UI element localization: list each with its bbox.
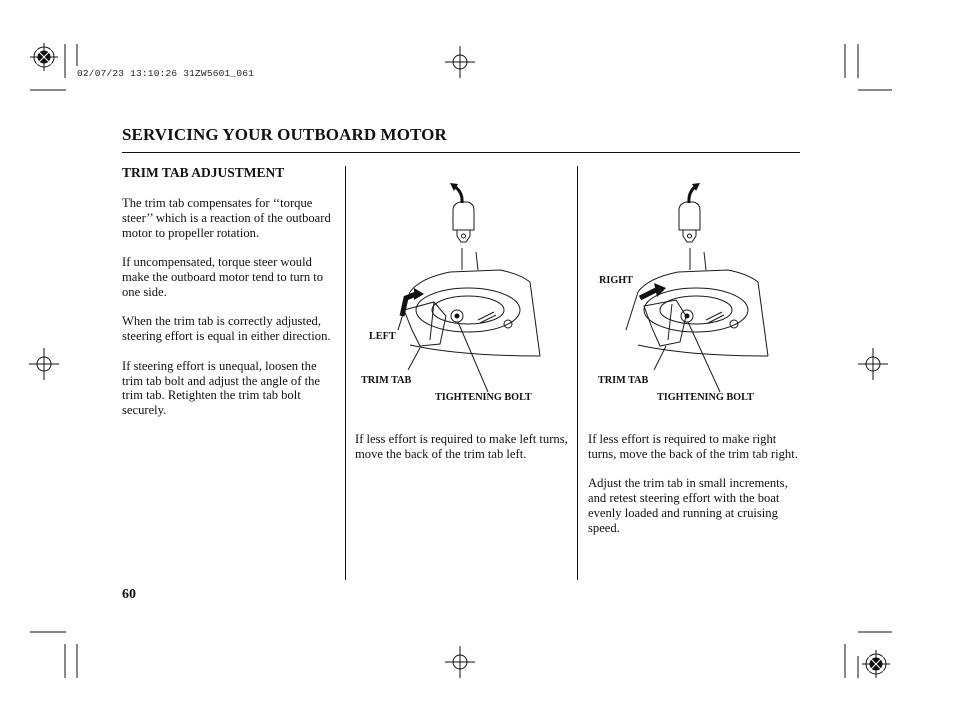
- right-turn-column: [588, 432, 803, 550]
- paragraph: If uncompensated, torque steer would make the outboard motor tend to turn to one side.: [122, 255, 324, 299]
- page-title: SERVICING YOUR OUTBOARD MOTOR: [122, 125, 447, 144]
- tightening-bolt-label: TIGHTENING BOLT: [657, 392, 754, 403]
- trim-tab-label: TRIM TAB: [361, 375, 412, 386]
- trim-tab-label: TRIM TAB: [598, 375, 649, 386]
- registration-cross-icon: [858, 348, 888, 380]
- title-divider: [122, 152, 800, 153]
- tightening-bolt-label: TIGHTENING BOLT: [435, 392, 532, 403]
- column-divider: [577, 166, 578, 580]
- paragraph: The trim tab compensates for ‘‘torque steer’’ which is a reaction of the outboard motor to propeller rotation.: [122, 196, 331, 240]
- trim-tab: [404, 302, 446, 346]
- trim-tab-left-illustration: [350, 170, 572, 405]
- column-divider: [345, 166, 346, 580]
- paragraph: If less effort is required to make left turns, move the back of the trim tab left.: [355, 432, 568, 461]
- paragraph: If less effort is required to make right turns, move the back of the trim tab right.: [588, 432, 798, 461]
- registration-cross-icon: [445, 646, 475, 678]
- left-turn-column: [355, 432, 570, 476]
- direction-label-right: RIGHT: [599, 275, 633, 286]
- print-timestamp: 02/07/23 13:10:26 31ZW5601_061: [77, 68, 255, 79]
- paragraph: If steering effort is unequal, loosen the trim tab bolt and adjust the angle of the trim tab. Retighten the trim tab bolt securely.: [122, 358, 320, 418]
- registration-cross-icon: [445, 46, 475, 78]
- direction-label-left: LEFT: [369, 331, 396, 342]
- registration-target-icon: [862, 650, 890, 678]
- motor-top-view: [679, 202, 700, 230]
- trim-tab-right-illustration: [582, 170, 804, 405]
- section-title: TRIM TAB ADJUSTMENT: [122, 165, 285, 180]
- registration-target-icon: [30, 43, 58, 71]
- registration-cross-icon: [29, 348, 59, 380]
- motor-top-view: [453, 202, 474, 230]
- paragraph: When the trim tab is correctly adjusted, steering effort is equal in either direction.: [122, 314, 331, 344]
- tab-motion-arrow-icon: [402, 294, 416, 316]
- paragraph: Adjust the trim tab in small increments, and retest steering effort with the boat evenly loaded and running at cruising speed.: [588, 476, 788, 535]
- page-number: 60: [122, 587, 136, 602]
- intro-column: [122, 196, 338, 433]
